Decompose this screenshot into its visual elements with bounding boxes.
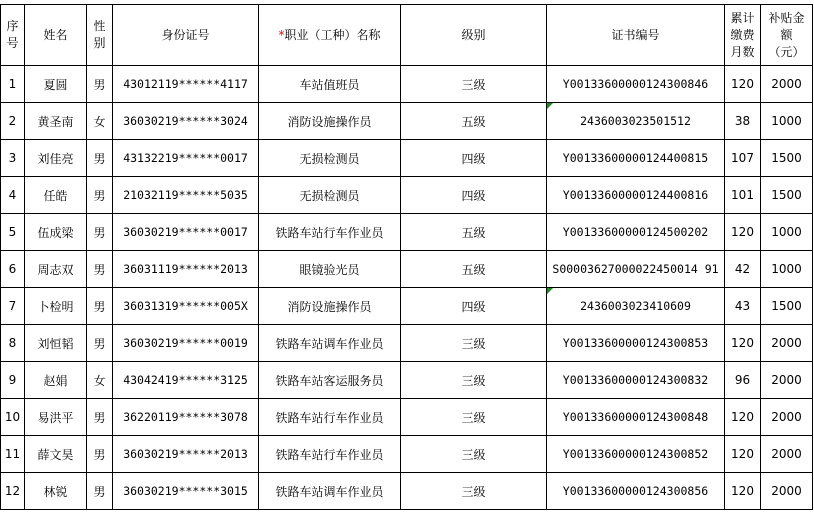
header-name: 姓名 <box>25 5 87 66</box>
table-row <box>1 288 813 325</box>
cell-amount: 1000 <box>761 103 813 140</box>
cell-id: 36030219******3024 <box>113 103 259 140</box>
table-row <box>1 436 813 473</box>
cell-gender: 男 <box>87 177 113 214</box>
cell-level: 三级 <box>401 473 547 510</box>
cell-name: 伍成梁 <box>25 214 87 251</box>
cell-occupation: 眼镜验光员 <box>259 251 401 288</box>
text-number-flag-icon <box>547 288 553 294</box>
cell-months: 107 <box>725 140 761 177</box>
cell-level: 五级 <box>401 103 547 140</box>
table-row <box>1 103 813 140</box>
table-row <box>1 473 813 510</box>
cell-amount: 1000 <box>761 251 813 288</box>
table-row <box>1 251 813 288</box>
cell-level: 三级 <box>401 325 547 362</box>
cell-seq: 2 <box>1 103 25 140</box>
cell-amount: 2000 <box>761 362 813 399</box>
header-level: 级别 <box>401 5 547 66</box>
table-row <box>1 362 813 399</box>
text-number-flag-icon <box>547 103 553 109</box>
cell-id: 43042419******3125 <box>113 362 259 399</box>
cell-cert: S00003627000022450014 91 <box>547 251 725 288</box>
cell-cert: Y00133600000124300846 <box>547 66 725 103</box>
cell-months: 120 <box>725 66 761 103</box>
cell-seq: 8 <box>1 325 25 362</box>
required-star: * <box>278 27 285 42</box>
cell-name: 夏圆 <box>25 66 87 103</box>
table-row <box>1 325 813 362</box>
header-row <box>1 5 813 66</box>
cell-occupation: 铁路车站调车作业员 <box>259 473 401 510</box>
cell-level: 三级 <box>401 362 547 399</box>
cell-cert: Y00133600000124300852 <box>547 436 725 473</box>
cell-gender: 女 <box>87 362 113 399</box>
cell-id: 36031119******2013 <box>113 251 259 288</box>
cell-gender: 女 <box>87 103 113 140</box>
cell-name: 易洪平 <box>25 399 87 436</box>
cell-name: 刘恒韬 <box>25 325 87 362</box>
header-cert: 证书编号 <box>547 5 725 66</box>
cell-occupation: 铁路车站行车作业员 <box>259 399 401 436</box>
cell-months: 38 <box>725 103 761 140</box>
cell-level: 三级 <box>401 399 547 436</box>
cell-level: 四级 <box>401 140 547 177</box>
cell-id: 21032119******5035 <box>113 177 259 214</box>
cell-name: 赵娟 <box>25 362 87 399</box>
cell-amount: 1500 <box>761 140 813 177</box>
cell-seq: 11 <box>1 436 25 473</box>
cell-seq: 4 <box>1 177 25 214</box>
cell-cert: 2436003023410609 <box>547 288 725 325</box>
cell-occupation: 消防设施操作员 <box>259 103 401 140</box>
cell-level: 四级 <box>401 177 547 214</box>
cell-months: 101 <box>725 177 761 214</box>
cell-level: 五级 <box>401 214 547 251</box>
cell-seq: 1 <box>1 66 25 103</box>
table-row <box>1 177 813 214</box>
cell-months: 120 <box>725 399 761 436</box>
cell-name: 黄圣南 <box>25 103 87 140</box>
cell-gender: 男 <box>87 399 113 436</box>
cell-level: 五级 <box>401 251 547 288</box>
cell-id: 36220119******3078 <box>113 399 259 436</box>
table-row <box>1 399 813 436</box>
cell-amount: 2000 <box>761 436 813 473</box>
cell-name: 薛文昊 <box>25 436 87 473</box>
cell-occupation: 消防设施操作员 <box>259 288 401 325</box>
cell-seq: 3 <box>1 140 25 177</box>
cell-level: 三级 <box>401 436 547 473</box>
subsidy-table <box>0 4 813 510</box>
cell-cert: 2436003023501512 <box>547 103 725 140</box>
cell-seq: 9 <box>1 362 25 399</box>
table-row <box>1 140 813 177</box>
cell-cert: Y00133600000124500202 <box>547 214 725 251</box>
cell-gender: 男 <box>87 436 113 473</box>
header-amount: 补贴金额（元） <box>761 5 813 66</box>
cell-seq: 12 <box>1 473 25 510</box>
cell-gender: 男 <box>87 473 113 510</box>
cell-id: 43012119******4117 <box>113 66 259 103</box>
cell-gender: 男 <box>87 214 113 251</box>
table-row <box>1 214 813 251</box>
cell-months: 43 <box>725 288 761 325</box>
header-id: 身份证号 <box>113 5 259 66</box>
cell-months: 120 <box>725 325 761 362</box>
header-seq: 序号 <box>1 5 25 66</box>
cell-id: 36030219******0017 <box>113 214 259 251</box>
cell-occupation: 铁路车站行车作业员 <box>259 214 401 251</box>
cell-amount: 2000 <box>761 325 813 362</box>
cell-occupation: 车站值班员 <box>259 66 401 103</box>
cell-gender: 男 <box>87 325 113 362</box>
cell-seq: 7 <box>1 288 25 325</box>
cell-amount: 1500 <box>761 288 813 325</box>
cell-months: 96 <box>725 362 761 399</box>
cell-amount: 1500 <box>761 177 813 214</box>
cell-level: 三级 <box>401 66 547 103</box>
cell-seq: 6 <box>1 251 25 288</box>
cell-cert: Y00133600000124300848 <box>547 399 725 436</box>
cell-months: 120 <box>725 214 761 251</box>
cell-level: 四级 <box>401 288 547 325</box>
cell-cert: Y00133600000124400815 <box>547 140 725 177</box>
header-occupation: *职业（工种）名称 <box>259 5 401 66</box>
cell-id: 36030219******0019 <box>113 325 259 362</box>
cell-gender: 男 <box>87 66 113 103</box>
cell-gender: 男 <box>87 251 113 288</box>
header-gender: 性别 <box>87 5 113 66</box>
cell-seq: 5 <box>1 214 25 251</box>
cell-amount: 2000 <box>761 66 813 103</box>
cell-id: 36031319******005X <box>113 288 259 325</box>
cell-gender: 男 <box>87 288 113 325</box>
cell-name: 周志双 <box>25 251 87 288</box>
cell-cert: Y00133600000124400816 <box>547 177 725 214</box>
cell-name: 卜检明 <box>25 288 87 325</box>
cell-seq: 10 <box>1 399 25 436</box>
cell-cert: Y00133600000124300832 <box>547 362 725 399</box>
cell-occupation: 铁路车站调车作业员 <box>259 325 401 362</box>
cell-name: 刘佳亮 <box>25 140 87 177</box>
cell-months: 120 <box>725 473 761 510</box>
cell-id: 36030219******2013 <box>113 436 259 473</box>
cell-amount: 1000 <box>761 214 813 251</box>
cell-id: 36030219******3015 <box>113 473 259 510</box>
cell-id: 43132219******0017 <box>113 140 259 177</box>
cell-months: 120 <box>725 436 761 473</box>
cell-amount: 2000 <box>761 399 813 436</box>
cell-name: 任皓 <box>25 177 87 214</box>
cell-occupation: 铁路车站客运服务员 <box>259 362 401 399</box>
cell-occupation: 无损检测员 <box>259 177 401 214</box>
cell-amount: 2000 <box>761 473 813 510</box>
cell-name: 林锐 <box>25 473 87 510</box>
table-row <box>1 66 813 103</box>
cell-occupation: 无损检测员 <box>259 140 401 177</box>
cell-gender: 男 <box>87 140 113 177</box>
cell-occupation: 铁路车站行车作业员 <box>259 436 401 473</box>
cell-months: 42 <box>725 251 761 288</box>
cell-cert: Y00133600000124300856 <box>547 473 725 510</box>
header-months: 累计缴费月数 <box>725 5 761 66</box>
cell-cert: Y00133600000124300853 <box>547 325 725 362</box>
